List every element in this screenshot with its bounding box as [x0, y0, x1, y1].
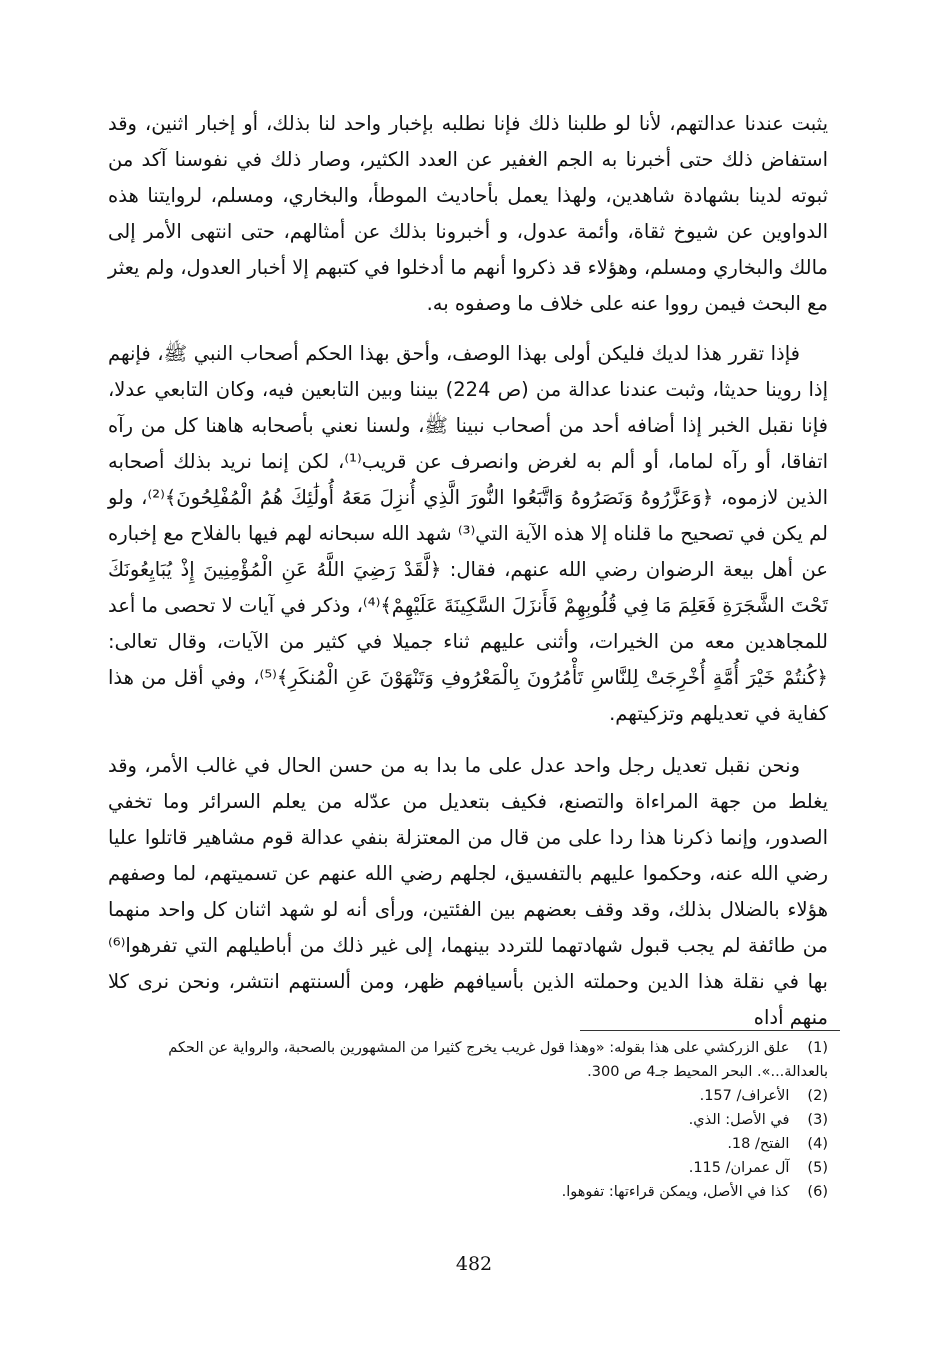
paragraph-2 [108, 336, 828, 732]
paragraph-3-text: ونحن نقبل تعديل رجل واحد عدل على ما بدا به من حسن الحال في غالب الأمر، وقد يغلط من جهة المراءاة والتصنع، فكيف بتعديل من عدّله من يعلم السرائر وما تخفي الصدور، وإنما ذكرنا هذا ردا على من قال من المعتزلة بنفي عدالة قوم مشاهير قاتلوا عليا رضي الله عنه، وحكموا عليهم بالتفسيق، لجلهم رضي الله عنهم عن تسميتهم، لما وصفهم هؤلاء بالضلال بذلك، وقد وقف بعضهم بين الفئتين، ورأى أنه لو شهد اثنان كل واحد منهما من طائفة لم يجب قبول شهادتهما للتردد بينهما، إلى غير ذلك من أباطيلهم التي تفرهوا⁽⁶⁾ بها في نقلة هذا الدين وحملته الذين بأسيافهم ظهر، ومن ألسنتهم انتشر، ونحن نرى كلا منهم أداه [108, 754, 828, 1029]
footnote-6-number: (6) [807, 1184, 828, 1200]
footnote-1-number: (1) [807, 1040, 828, 1056]
footnote-3 [108, 1108, 828, 1132]
paragraph-2-text: فإذا تقرر هذا لديك فليكن أولى بهذا الوصف، وأحق بهذا الحكم أصحاب النبي ﷺ، فإنهم إذا روينا حديثا، وثبت عندنا عدالة من (ص 224) بيننا وبين التابعين فيه، وكان التابعي عدلا، فإنا نقبل الخبر إذا أضافه أحد من أصحاب نبينا ﷺ، ولسنا نعني بأصحابه هاهنا كل من رآه اتفاقا، أو رآه لماما، أو ألم به لغرض وانصرف عن قريب⁽¹⁾، لكن إنما نريد بذلك أصحابه الذين لازموه، ﴿وَعَزَّرُوهُ وَنَصَرُوهُ وَاتَّبَعُوا النُّورَ الَّذِي أُنزِلَ مَعَهُ أُولَٰئِكَ هُمُ الْمُفْلِحُونَ﴾⁽²⁾، ولو لم يكن في تصحيح ما قلناه إلا هذه الآية التي⁽³⁾ شهد الله سبحانه لهم فيها بالفلاح مع إخباره عن أهل بيعة الرضوان رضي الله عنهم، فقال: ﴿لَّقَدْ رَضِيَ اللَّهُ عَنِ الْمُؤْمِنِينَ إِذْ يُبَايِعُونَكَ تَحْتَ الشَّجَرَةِ فَعَلِمَ مَا فِي قُلُوبِهِمْ فَأَنزَلَ السَّكِينَةَ عَلَيْهِمْ﴾⁽⁴⁾، وذكر في آيات لا تحصى ما أعد للمجاهدين معه من الخيرات، وأثنى عليهم ثناء جميلا في كثير من الآيات، وقال تعالى: ﴿كُنتُمْ خَيْرَ أُمَّةٍ أُخْرِجَتْ لِلنَّاسِ تَأْمُرُونَ بِالْمَعْرُوفِ وَتَنْهَوْنَ عَنِ الْمُنكَرِ﴾⁽⁵⁾، وفي أقل من هذا كفاية في تعديلهم وتزكيتهم. [108, 342, 829, 725]
footnote-5-number: (5) [807, 1160, 828, 1176]
footnote-2 [108, 1084, 828, 1108]
footnote-1 [108, 1036, 828, 1084]
footnote-5 [108, 1156, 828, 1180]
footnote-3-number: (3) [807, 1112, 828, 1128]
footnotes [108, 1036, 828, 1204]
footnote-6-text: كذا في الأصل، ويمكن قراءتها: تفوهوا. [561, 1184, 790, 1200]
footnote-3-text: في الأصل: الذي. [688, 1112, 790, 1128]
footnote-2-number: (2) [807, 1088, 828, 1104]
footnote-6 [108, 1180, 828, 1204]
footnote-2-text: الأعراف/ 157. [699, 1088, 790, 1104]
footnote-4-number: (4) [807, 1136, 828, 1152]
footnote-divider [580, 1030, 840, 1031]
paragraph-1 [108, 106, 828, 322]
paragraph-1-text: يثبت عندنا عدالتهم، لأنا لو طلبنا ذلك فإنا نطلبه بإخبار واحد لنا بذلك، أو إخبار اثنين، وقد استفاض ذلك حتى أخبرنا به الجم الغفير عن العدد الكثير، وصار ذلك في نفوسنا آكد من ثبوته لدينا بشهادة شاهدين، ولهذا يعمل بأحاديث الموطأ، والبخاري، ومسلم، لروايتنا هذه الدواوين عن شيوخ ثقاة، وأئمة عدول، و أخبرونا بذلك عن أمثالهم، حتى انتهى الأمر إلى مالك والبخاري ومسلم، وهؤلاء قد ذكروا أنهم ما أدخلوا في كتبهم إلا أخبار العدول، ولم يعثر مع البحث فيمن رووا عنه على خلاف ما وصفوه به. [108, 112, 828, 315]
page-number: 482 [455, 1253, 493, 1275]
footnote-4-text: الفتح/ 18. [727, 1136, 790, 1152]
footnote-4 [108, 1132, 828, 1156]
footnote-1-text: علق الزركشي على هذا بقوله: «وهذا قول غريب يخرج كثيرا من المشهورين بالصحبة، والرواية عن الحكم بالعدالة...». البحر المحيط جـ4 ص 300. [168, 1040, 828, 1080]
footnote-5-text: آل عمران/ 115. [688, 1160, 790, 1176]
paragraph-3 [108, 748, 828, 1036]
